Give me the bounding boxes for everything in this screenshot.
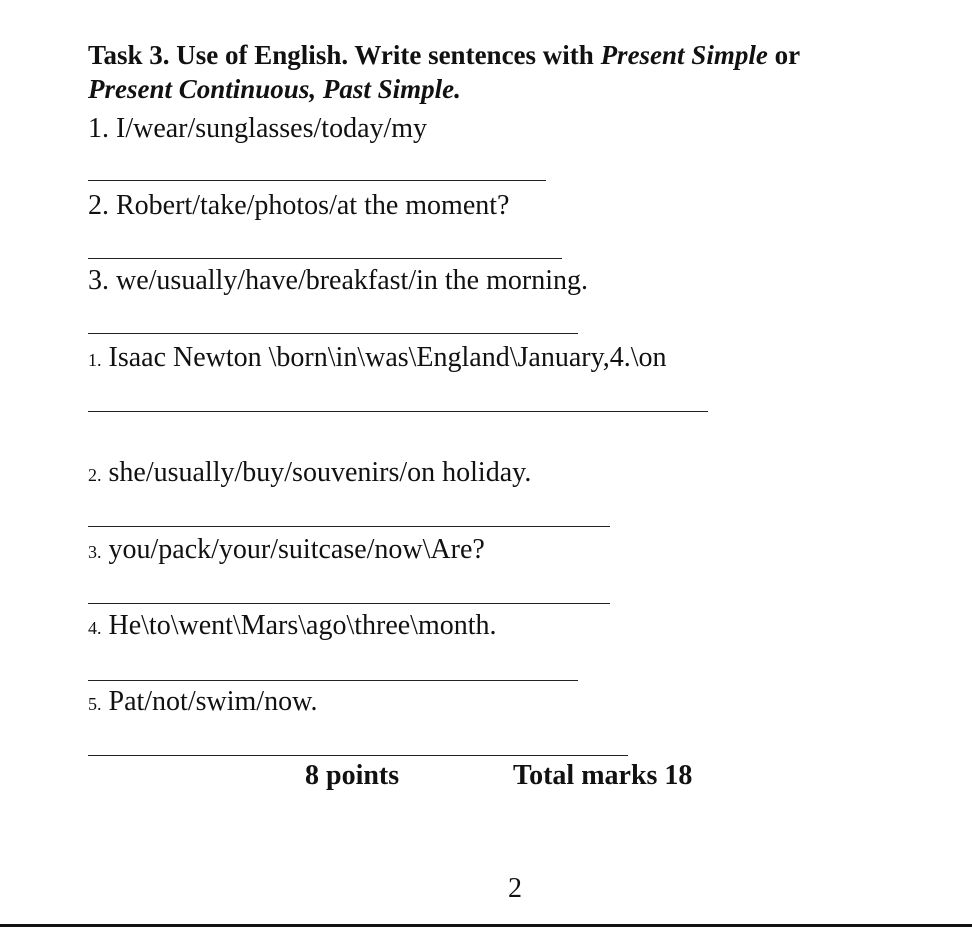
task-label: Task 3. Use of English. Write sentences with xyxy=(88,40,601,70)
total-marks-label: Total marks 18 xyxy=(513,760,693,791)
item-number: 1. xyxy=(88,350,102,370)
item-prompt: she/usually/buy/souvenirs/on holiday. xyxy=(101,457,532,488)
exercise-item-7 xyxy=(88,610,497,644)
exercise-item-1 xyxy=(88,113,427,145)
item-number: 3. xyxy=(88,265,109,296)
exercise-item-8 xyxy=(88,686,317,720)
item-prompt: He\to\went\Mars\ago\three\month. xyxy=(101,610,497,641)
answer-line-5[interactable] xyxy=(88,526,610,527)
exercise-item-3 xyxy=(88,265,588,297)
item-prompt: Isaac Newton \born\in\was\England\January,4.\on xyxy=(101,342,667,373)
exercise-item-2 xyxy=(88,190,509,222)
task-tense-1: Present Simple xyxy=(600,40,768,70)
exercise-item-5 xyxy=(88,457,531,491)
answer-line-7[interactable] xyxy=(88,680,578,681)
item-prompt: I/wear/sunglasses/today/my xyxy=(109,113,428,144)
task-or: or xyxy=(767,40,801,70)
item-prompt: Pat/not/swim/now. xyxy=(101,686,318,717)
answer-line-4[interactable] xyxy=(88,411,708,412)
exercise-item-4 xyxy=(88,342,667,376)
item-prompt: Robert/take/photos/at the moment? xyxy=(109,190,510,221)
answer-line-8[interactable] xyxy=(88,755,628,756)
item-prompt: you/pack/your/suitcase/now\Are? xyxy=(101,534,485,565)
exercise-item-6 xyxy=(88,534,485,568)
item-prompt: we/usually/have/breakfast/in the morning. xyxy=(109,265,588,296)
answer-line-6[interactable] xyxy=(88,603,610,604)
answer-line-1[interactable] xyxy=(88,180,546,181)
answer-line-3[interactable] xyxy=(88,333,578,334)
points-label: 8 points xyxy=(305,760,400,791)
item-number: 2. xyxy=(88,465,102,485)
item-number: 2. xyxy=(88,190,109,221)
item-number: 5. xyxy=(88,694,102,714)
task-tense-2: Present Continuous, Past Simple. xyxy=(88,74,461,104)
answer-line-2[interactable] xyxy=(88,258,562,259)
item-number: 4. xyxy=(88,618,102,638)
page-bottom-rule xyxy=(0,924,972,927)
page-number: 2 xyxy=(508,873,522,904)
item-number: 1. xyxy=(88,113,109,144)
task-heading xyxy=(88,38,928,106)
item-number: 3. xyxy=(88,542,102,562)
